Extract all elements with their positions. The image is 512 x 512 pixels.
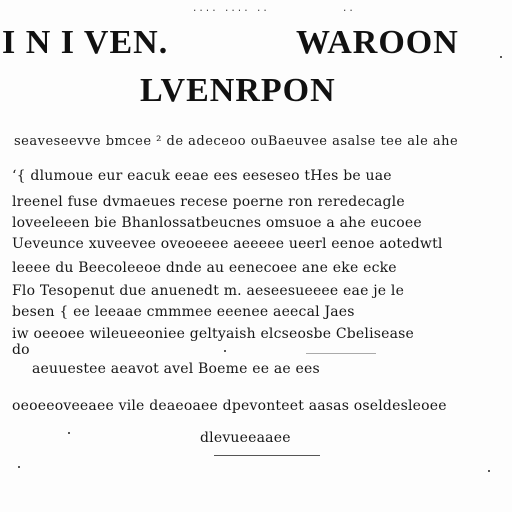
body-line-8: iw oeeoee wileueeoniee geltyaish elcseosbe Cbelisease [12, 326, 415, 342]
body-line-7: besen { ee leeaae cmmmee eeenee aeecal Jaes [12, 304, 355, 320]
masthead-small-text: ···· ···· ·· [192, 6, 269, 16]
ink-speck [68, 432, 70, 434]
ink-speck [18, 466, 20, 468]
body-line-2: lreenel fuse dvmaeues recese poerne ron reredecagle [12, 194, 405, 210]
subheading: seaveseevve bmcee ² de adeceoo ouBaeuvee asalse tee ale ahe [14, 134, 459, 149]
body-line-3: loveeleeen bie Bhanlossatbeucnes omsuoe a ahe eucoee [12, 215, 422, 231]
body-line-9: do [12, 342, 30, 358]
title-line-1-left: I N I VEN. [2, 24, 169, 61]
body-line-12: dlevueeaaee [200, 430, 291, 446]
ink-speck [500, 56, 502, 58]
body-line-10: aeuuestee aeavot avel Boeme ee ae ees [32, 361, 320, 377]
signature-line [214, 455, 320, 456]
body-line-1: ‘{ dlumoue eur eacuk eeae ees eeseseo tHes be uae [12, 168, 392, 184]
body-line-5: leeee du Beecoleeoe dnde au eenecoee ane eke ecke [12, 260, 397, 276]
title-line-1-right: WAROON [296, 24, 459, 61]
body-line-4: Ueveunce xuveevee oveoeeee aeeeee ueerl eenoe aotedwtl [12, 236, 443, 252]
ink-speck [224, 350, 226, 352]
underline-rule [306, 353, 376, 354]
masthead-small-mark: ·· [342, 6, 355, 16]
ink-speck [488, 470, 490, 472]
title-line-2: LVENRPON [140, 72, 336, 109]
body-line-11: oeoeeoveeaee vile deaeoaee dpevonteet aasas oseldesleoee [12, 398, 447, 414]
body-line-6: Flo Tesopenut due anuenedt m. aeseesueeee eae je le [12, 283, 405, 299]
